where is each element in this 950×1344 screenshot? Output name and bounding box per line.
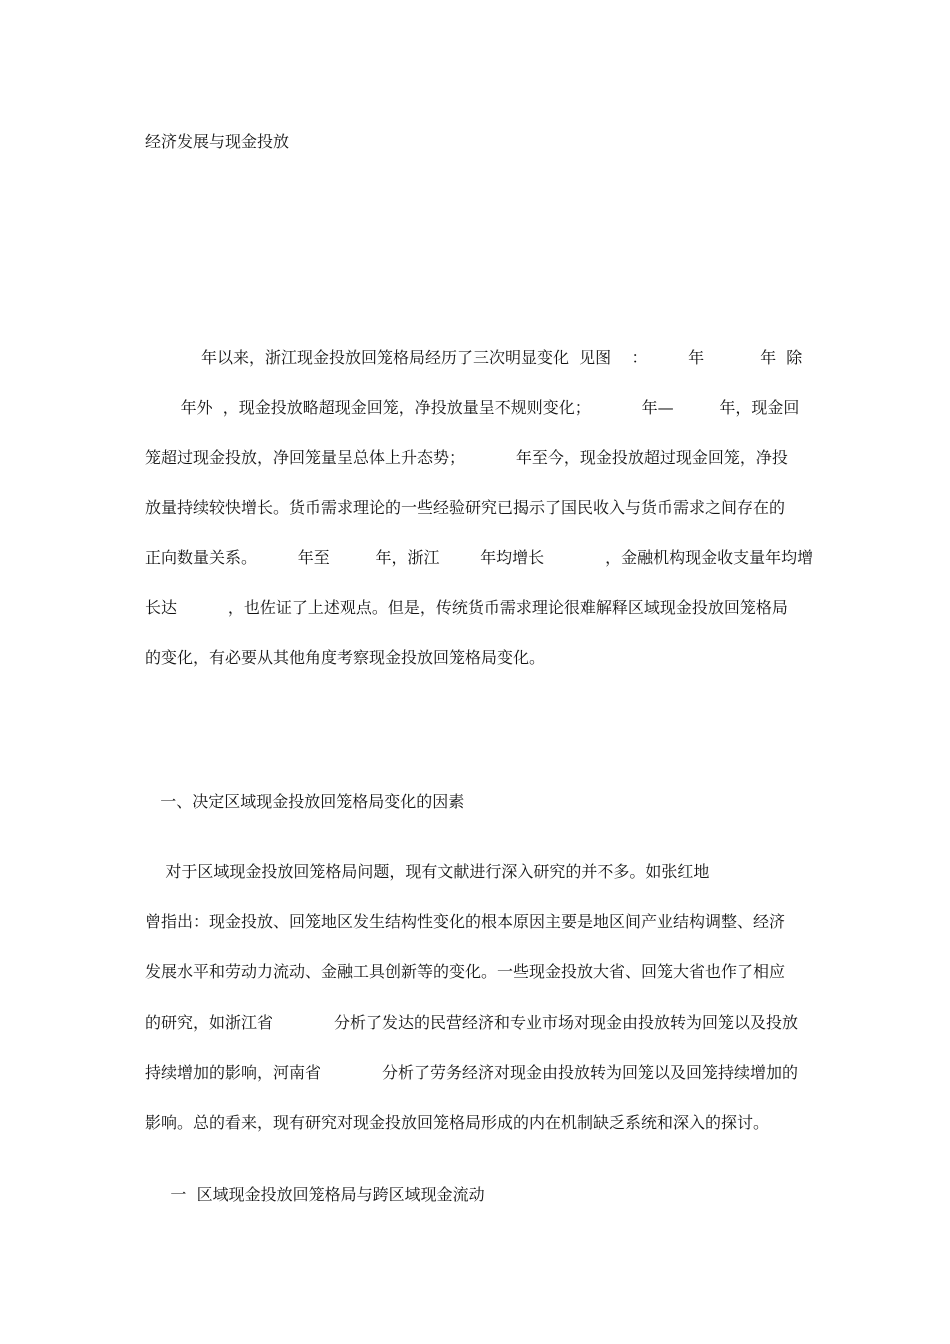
paragraph-line: 笼超过现金投放，净回笼量呈总体上升态势； 年至今，现金投放超过现金回笼，净投 bbox=[145, 448, 788, 467]
paragraph-line: 长达 ，也佐证了上述观点。但是，传统货币需求理论很难解释区域现金投放回笼格局 bbox=[145, 598, 788, 617]
paragraph-line: 年以来，浙江现金投放回笼格局经历了三次明显变化 见图 ： 年 年 除 bbox=[145, 348, 803, 367]
paragraph-line: 放量持续较快增长。货币需求理论的一些经验研究已揭示了国民收入与货币需求之间存在的 bbox=[145, 498, 786, 517]
paragraph-line: 影响。总的看来，现有研究对现金投放回笼格局形成的内在机制缺乏系统和深入的探讨。 bbox=[145, 1113, 770, 1132]
paragraph-line: 持续增加的影响，河南省 分析了劳务经济对现金由投放转为回笼以及回笼持续增加的 bbox=[145, 1063, 799, 1082]
paragraph-line: 曾指出：现金投放、回笼地区发生结构性变化的根本原因主要是地区间产业结构调整、经济 bbox=[145, 912, 786, 931]
paragraph-line: 年外 ，现金投放略超现金回笼，净投放量呈不规则变化； 年— 年，现金回 bbox=[145, 398, 800, 417]
section-heading: 一、决定区域现金投放回笼格局变化的因素 bbox=[145, 792, 465, 811]
subsection-heading: 一 区域现金投放回笼格局与跨区域现金流动 bbox=[145, 1185, 485, 1204]
paragraph-line: 对于区域现金投放回笼格局问题，现有文献进行深入研究的并不多。如张红地 bbox=[145, 862, 710, 881]
document-title: 经济发展与现金投放 bbox=[145, 132, 290, 151]
paragraph-line: 正向数量关系。 年至 年，浙江 年均增长 ，金融机构现金收支量年均增 bbox=[145, 548, 814, 567]
paragraph-line: 发展水平和劳动力流动、金融工具创新等的变化。一些现金投放大省、回笼大省也作了相应 bbox=[145, 962, 786, 981]
paragraph-line: 的变化，有必要从其他角度考察现金投放回笼格局变化。 bbox=[145, 648, 546, 667]
paragraph-line: 的研究，如浙江省 分析了发达的民营经济和专业市场对现金由投放转为回笼以及投放 bbox=[145, 1013, 799, 1032]
